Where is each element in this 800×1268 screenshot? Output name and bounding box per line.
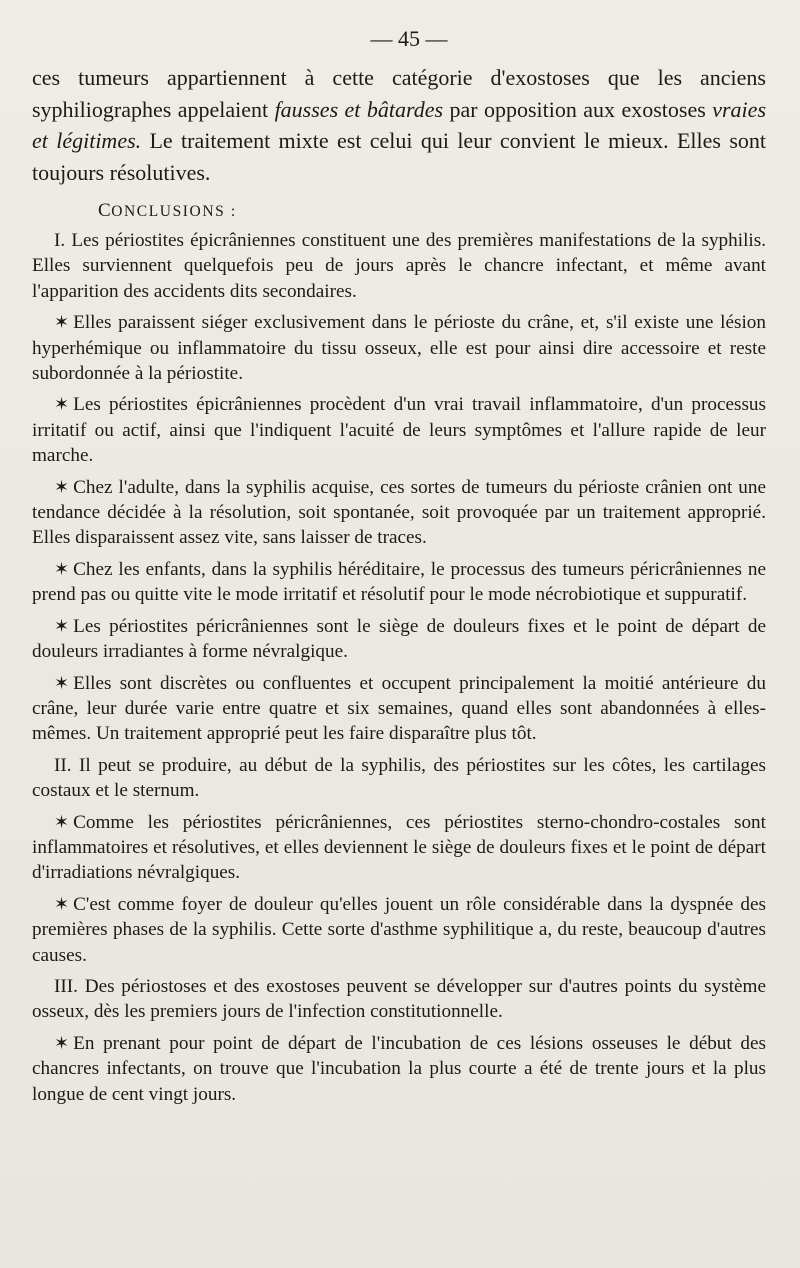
intro-italic-2: vraies et légitimes. — [32, 96, 766, 153]
paragraph-text: Il peut se produire, au début de la syphilis, des périostites sur les côtes, les cartilages costaux et le sternum. — [32, 754, 766, 802]
intro-text-2: par opposition aux exostoses — [443, 96, 713, 122]
conclusion-paragraph — [32, 1031, 766, 1107]
paragraph-text: Elles paraissent siéger exclusivement dans le périoste du crâne, et, s'il existe une lésion hyperhémique ou inflammatoire du tissu osseux, elle est pour ainsi dire accessoire et reste subordonnée à la périostite. — [32, 312, 766, 385]
conclusion-paragraph — [32, 228, 766, 304]
intro-text-1: ces tumeurs appartiennent à cette catégorie d'exostoses que les anciens syphiliographes appelaient — [32, 65, 766, 122]
paragraph-text: Chez l'adulte, dans la syphilis acquise, ces sortes de tumeurs du périoste crânien ont une tendance décidée à la résolution, soit spontanée, soit provoquée par un traitement approprié. Elles disparaissent assez vite, sans laisser de traces. — [32, 476, 766, 549]
conclusion-paragraph — [32, 810, 766, 886]
conclusion-paragraph — [32, 614, 766, 665]
conclusion-paragraph — [32, 475, 766, 551]
conclusion-paragraph — [32, 671, 766, 747]
intro-italic-1: fausses et bâtardes — [274, 96, 444, 122]
star-icon: ✶ — [54, 558, 70, 579]
star-icon: ✶ — [54, 476, 70, 497]
intro-text-3: Le traitement mixte est celui qui leur convient le mieux. Elles sont toujours résolutives. — [32, 128, 767, 185]
roman-numeral: I. — [54, 230, 72, 251]
paragraph-text: En prenant pour point de départ de l'incubation de ces lésions osseuses le début des chancres infectants, on trouve que l'incubation la plus courte a été de trente jours et la plus longue de cent vingt jours. — [32, 1032, 766, 1105]
star-icon: ✶ — [54, 672, 70, 693]
conclusion-paragraph — [32, 557, 766, 608]
star-icon: ✶ — [54, 615, 70, 636]
conclusion-paragraph — [32, 392, 766, 468]
star-icon: ✶ — [54, 811, 70, 832]
conclusions-list — [32, 228, 766, 1107]
paragraph-text: Elles sont discrètes ou confluentes et occupent principalement la moitié antérieure du crâne, leur durée varie entre quatre et six semaines, quand elles sont abandonnées à elles-mêmes. Un traitement approprié peut les faire disparaître plus tôt. — [32, 672, 766, 745]
conclusion-paragraph — [32, 974, 766, 1025]
star-icon: ✶ — [54, 1032, 70, 1053]
page-number: — 45 — — [370, 26, 448, 51]
paragraph-text: C'est comme foyer de douleur qu'elles jouent un rôle considérable dans la dyspnée des premières phases de la syphilis. Cette sorte d'asthme syphilitique a, du reste, beaucoup d'autres causes. — [32, 893, 766, 966]
roman-numeral: II. — [54, 754, 79, 776]
conclusions-heading-rest: ONCLUSIONS : — [111, 203, 237, 220]
star-icon: ✶ — [54, 394, 70, 415]
conclusions-heading-initial: C — [98, 200, 112, 221]
roman-numeral: III. — [54, 975, 85, 997]
conclusion-paragraph — [32, 892, 766, 968]
paragraph-text: Les périostites épicrâniennes procèdent d'un vrai travail inflammatoire, d'un processus irritatif ou actif, ainsi que l'indiquent l'acuité de leurs symptômes et l'allure rapide de leur marche. — [32, 394, 766, 467]
paragraph-text: Chez les enfants, dans la syphilis héréditaire, le processus des tumeurs péricrâniennes ne prend pas ou quitte vite le mode irritatif et résolutif pour le mode nécrobiotique et suppuratif. — [32, 558, 766, 606]
intro-paragraph — [32, 62, 766, 188]
star-icon: ✶ — [54, 312, 70, 333]
paragraph-text: Des périostoses et des exostoses peuvent se développer sur d'autres points du système osseux, dès les premiers jours de l'infection constitutionnelle. — [32, 975, 766, 1023]
conclusion-paragraph — [32, 310, 766, 386]
star-icon: ✶ — [54, 893, 70, 914]
conclusions-heading — [98, 200, 766, 222]
paragraph-text: Les périostites épicrâniennes constituent une des premières manifestations de la syphilis. Elles surviennent quelquefois peu de jours après le chancre infectant, et même avant l'apparition des accidents dits secondaires. — [32, 230, 766, 302]
paragraph-text: Les périostites péricrâniennes sont le siège de douleurs fixes et le point de départ de douleurs irradiantes à forme névralgique. — [32, 615, 766, 663]
paragraph-text: Comme les périostites péricrâniennes, ces périostites sterno-chondro-costales sont inflammatoires et résolutives, et elles deviennent le siège de douleurs fixes et le point de départ d'irradiations névralgiques. — [32, 811, 766, 884]
conclusion-paragraph — [32, 753, 766, 804]
